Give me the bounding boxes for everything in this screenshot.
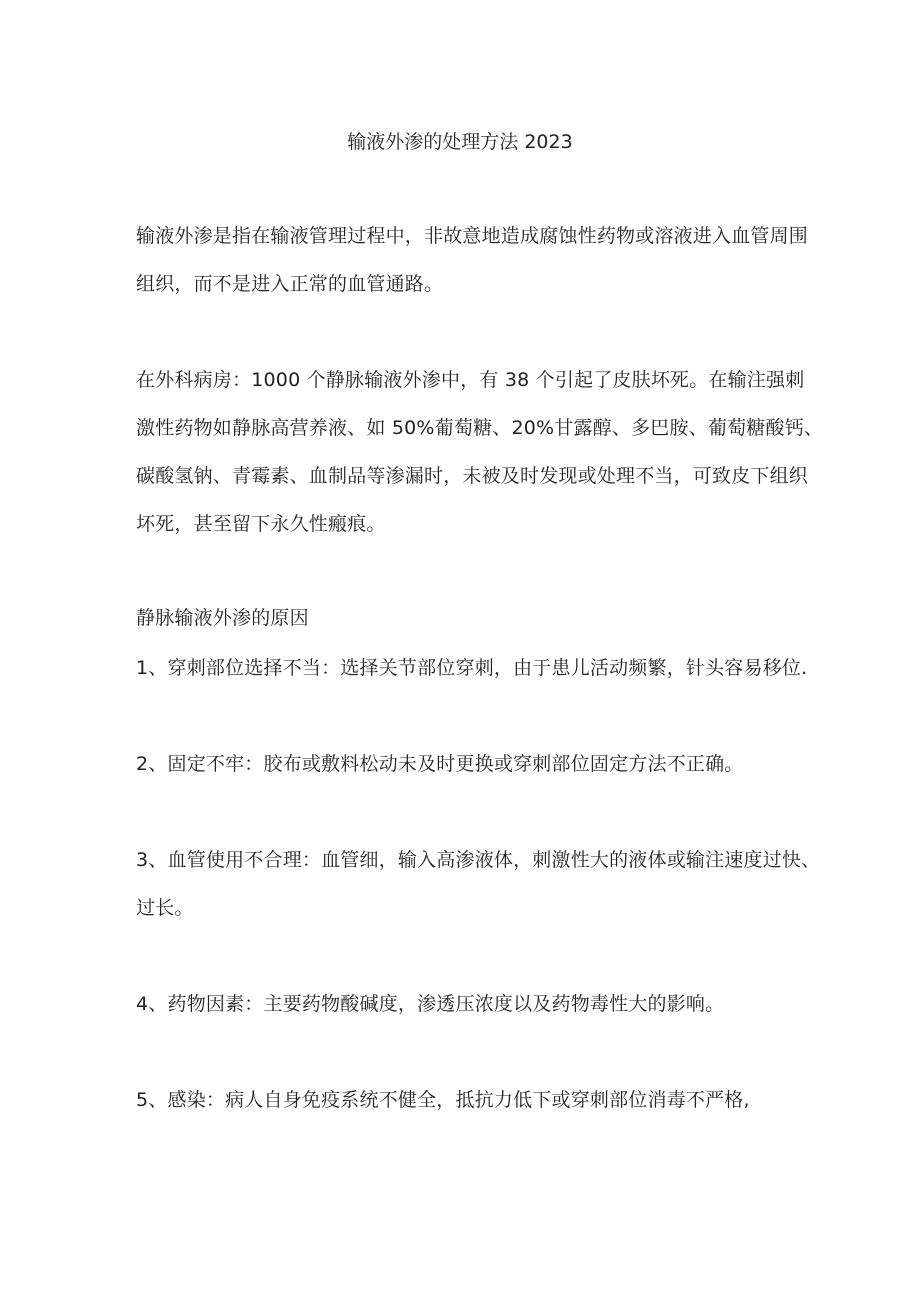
text-line: 碳酸氢钠、青霉素、血制品等渗漏时，未被及时发现或处理不当，可致皮下组织: [136, 465, 809, 487]
statistics-paragraph: [136, 356, 824, 548]
text-line: 1、穿刺部位选择不当：选择关节部位穿刺，由于患儿活动频繁，针头容易移位.: [136, 657, 808, 679]
cause-item-2: [136, 740, 796, 788]
text-line: 3、血管使用不合理：血管细，输入高渗液体，刺激性大的液体或输注速度过快、: [136, 849, 821, 871]
text-line: 激性药物如静脉高营养液、如 50%葡萄糖、20%甘露醇、多巴胺、葡萄糖酸钙、: [136, 417, 824, 439]
cause-item-1: [136, 644, 808, 692]
text-line: 4、药物因素：主要药物酸碱度，渗透压浓度以及药物毒性大的影响。: [136, 993, 725, 1015]
text-line: 2、固定不牢：胶布或敷料松动未及时更换或穿刺部位固定方法不正确。: [136, 753, 744, 775]
cause-item-3: [136, 836, 821, 932]
cause-item-5: [136, 1076, 796, 1124]
text-line: 输液外渗是指在输液管理过程中，非故意地造成腐蚀性药物或溶液进入血管周围: [136, 225, 809, 247]
section-heading: 静脉输液外渗的原因: [136, 607, 309, 629]
text-line: 5、感染：病人自身免疫系统不健全，抵抗力低下或穿刺部位消毒不严格,: [136, 1089, 750, 1111]
text-line: 在外科病房：1000 个静脉输液外渗中，有 38 个引起了皮肤坏死。在输注强刺: [136, 369, 805, 391]
text-line: 组织，而不是进入正常的血管通路。: [136, 273, 444, 295]
document-title: 输液外渗的处理方法 2023: [347, 131, 573, 153]
text-line: 过长。: [136, 897, 194, 919]
cause-item-4: [136, 980, 796, 1028]
text-line: 坏死，甚至留下永久性瘢痕。: [136, 513, 386, 535]
definition-paragraph: [136, 212, 809, 308]
